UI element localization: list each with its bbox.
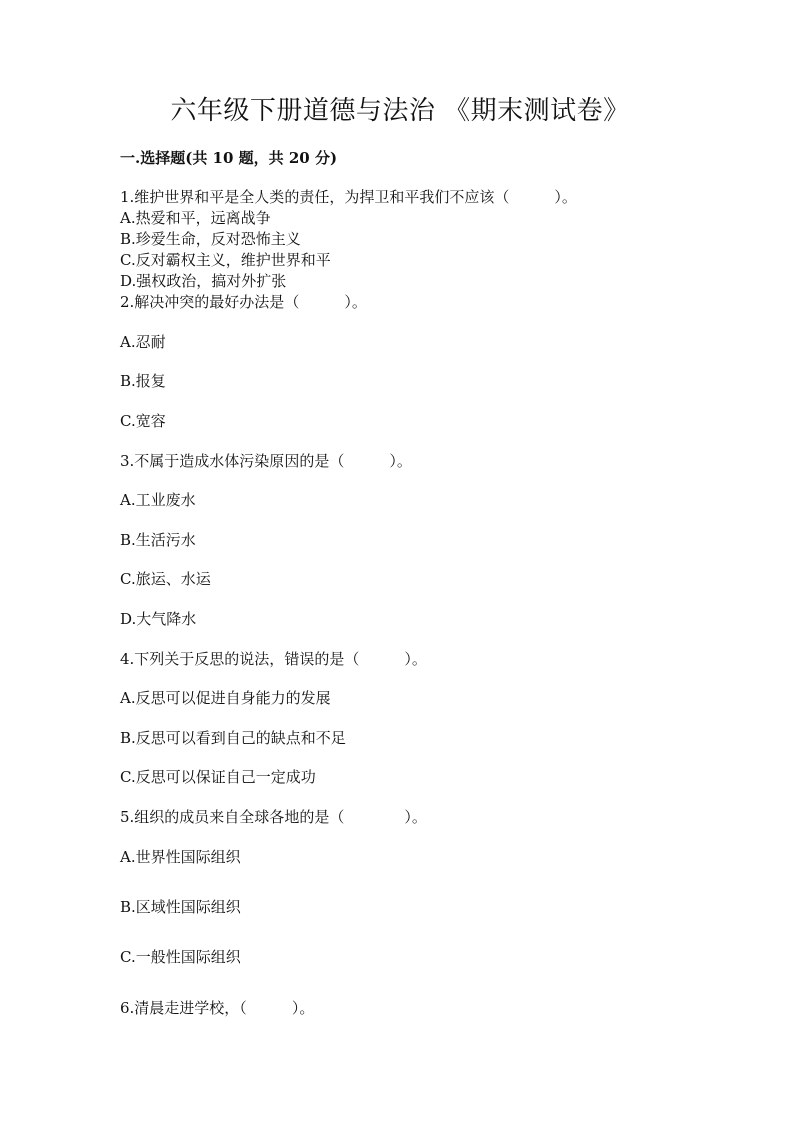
question-5-option-a: A.世界性国际组织 bbox=[120, 848, 241, 866]
question-2-option-a: A.忍耐 bbox=[120, 333, 166, 351]
question-4-option-b: B.反思可以看到自己的缺点和不足 bbox=[120, 729, 346, 747]
question-1-option-d: D.强权政治，搞对外扩张 bbox=[120, 272, 287, 290]
question-6-stem: 6.清晨走进学校，（ ）。 bbox=[120, 999, 315, 1017]
question-3-option-d: D.大气降水 bbox=[120, 610, 197, 628]
question-3-option-b: B.生活污水 bbox=[120, 531, 196, 549]
question-5-stem: 5.组织的成员来自全球各地的是（ ）。 bbox=[120, 808, 427, 826]
question-5-option-b: B.区域性国际组织 bbox=[120, 898, 241, 916]
question-1-option-b: B.珍爱生命，反对恐怖主义 bbox=[120, 230, 301, 248]
question-1-option-c: C.反对霸权主义，维护世界和平 bbox=[120, 251, 331, 269]
question-2-option-c: C.宽容 bbox=[120, 412, 166, 430]
section-heading: 一.选择题(共 10 题，共 20 分) bbox=[120, 149, 338, 167]
question-4-option-c: C.反思可以保证自己一定成功 bbox=[120, 768, 316, 786]
question-3-stem: 3.不属于造成水体污染原因的是（ ）。 bbox=[120, 452, 412, 470]
question-4-option-a: A.反思可以促进自身能力的发展 bbox=[120, 689, 331, 707]
page-title: 六年级下册道德与法治 《期末测试卷》 bbox=[170, 96, 630, 126]
question-2-stem: 2.解决冲突的最好办法是（ ）。 bbox=[120, 293, 367, 311]
question-1-option-a: A.热爱和平，远离战争 bbox=[120, 209, 271, 227]
question-1-stem: 1.维护世界和平是全人类的责任，为捍卫和平我们不应该（ ）。 bbox=[120, 188, 577, 206]
question-3-option-a: A.工业废水 bbox=[120, 491, 196, 509]
question-3-option-c: C.旅运、水运 bbox=[120, 570, 211, 588]
question-5-option-c: C.一般性国际组织 bbox=[120, 948, 241, 966]
question-4-stem: 4.下列关于反思的说法，错误的是（ ）。 bbox=[120, 650, 427, 668]
question-2-option-b: B.报复 bbox=[120, 372, 166, 390]
